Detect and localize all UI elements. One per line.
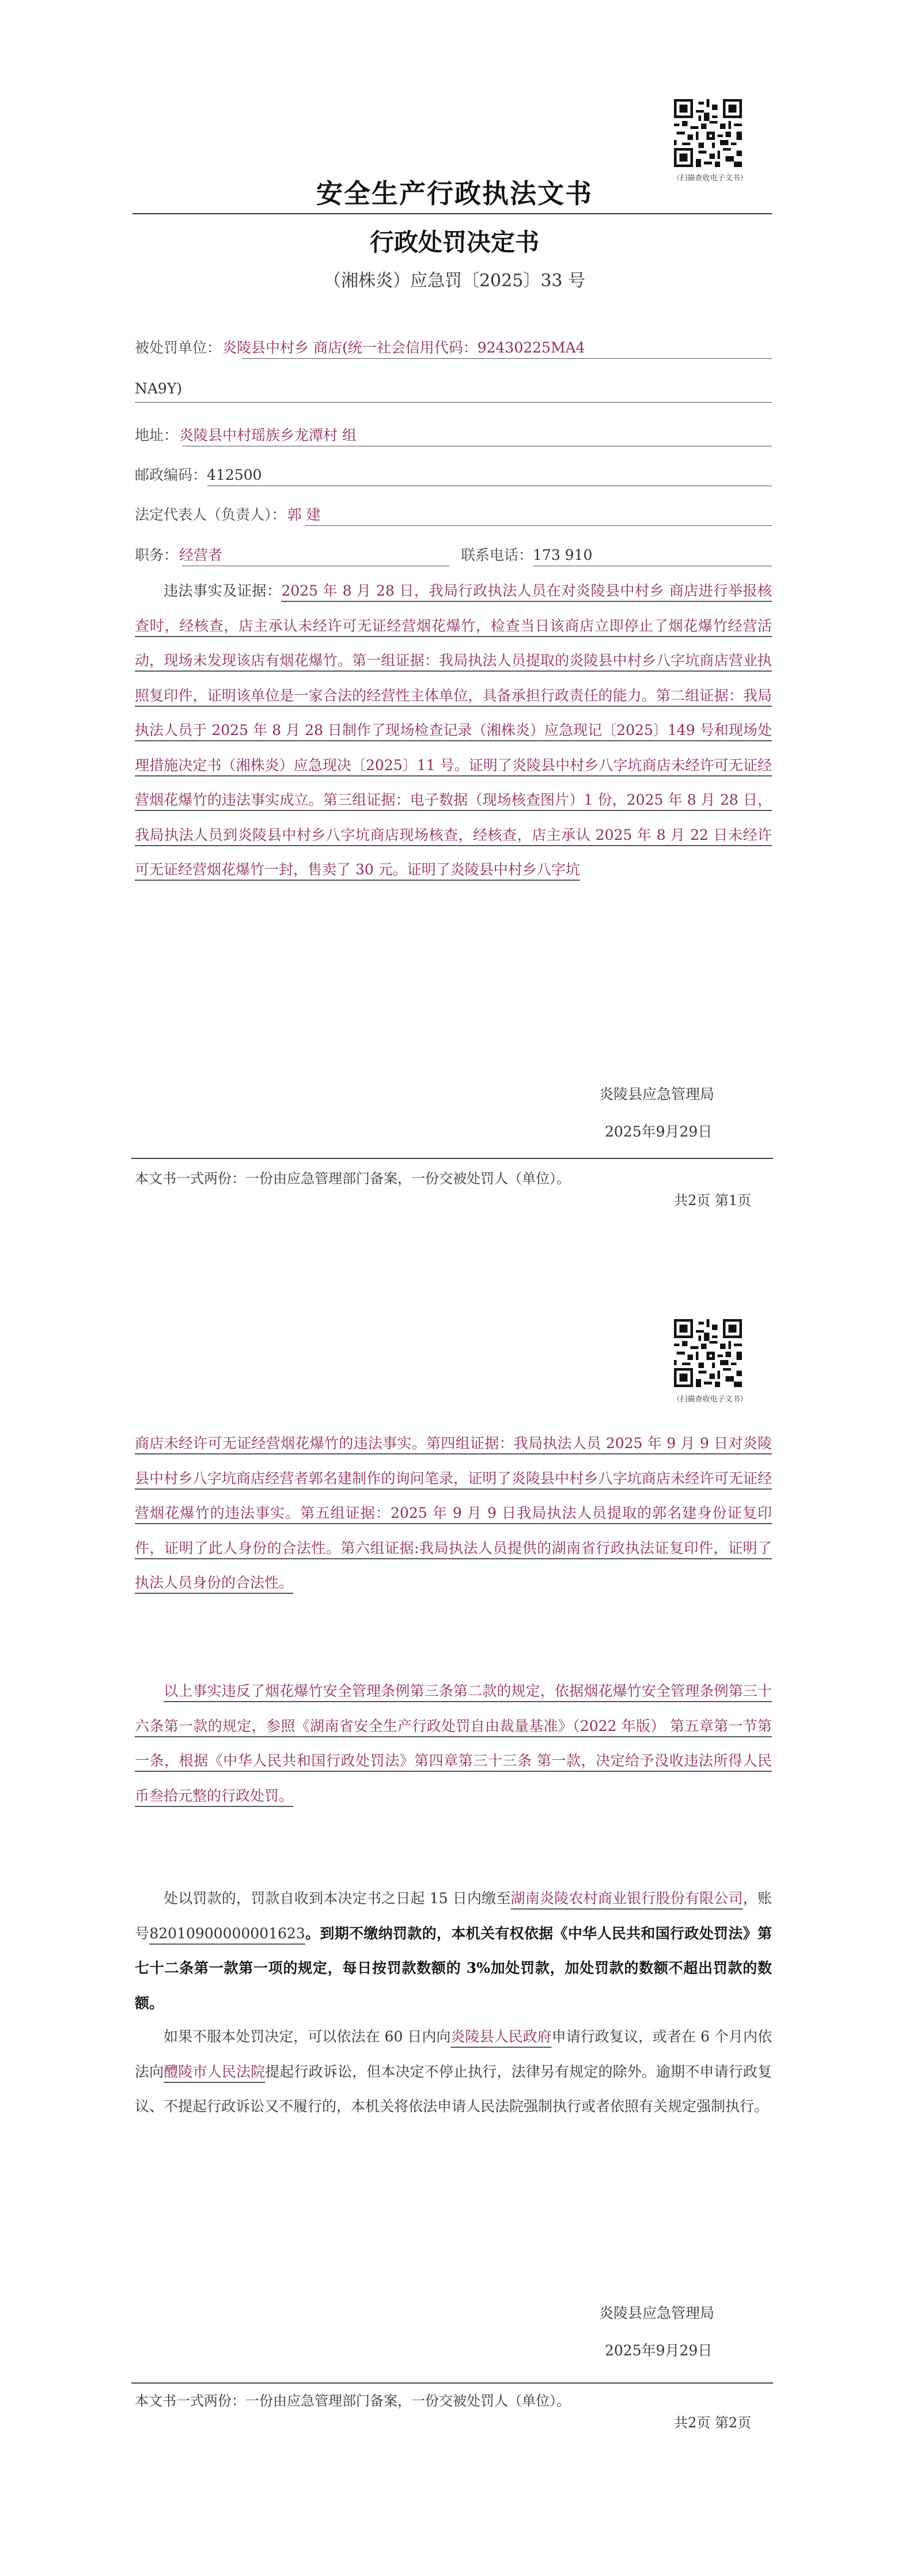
- signing-organization: 炎陵县应急管理局: [599, 2305, 715, 2321]
- page-number: 共2页 第2页: [674, 2415, 752, 2431]
- evidence-continued-text: 商店未经许可无证经营烟花爆竹的违法事实。第四组证据：我局执法人员 2025 年 9 月 9 日对炎陵县中村乡八字坑商店经营者郭名建制作的询问笔录，证明了炎陵县中村乡八字坑商店未经许可无证经营烟花爆竹的违法事实。第五组证据：2025 年 9 月 9 日我局执法人员提取的郭名建身份证复印件，证明了此人身份的合法性。第六组证据:我局执法人员提供的湖南省行政执法证复印件，证明了执法人员身份的合法性。: [135, 1435, 772, 1591]
- party-unit-value-cont: NA9Y): [135, 380, 183, 397]
- appeal-text-b: 申请行政复议，或者在 6 个月内依法向: [135, 2028, 772, 2080]
- phone-value: 173 910: [533, 547, 593, 563]
- postcode-row: [135, 464, 262, 484]
- facts-section: [135, 574, 772, 888]
- address-value: 炎陵县中村瑶族乡龙潭村 组: [179, 427, 357, 444]
- address-row: [135, 424, 358, 445]
- footer-note: 本文书一式两份：一份由应急管理部门备案，一份交被处罚人（单位）。: [135, 2393, 570, 2409]
- qr-caption: （扫描查收电子文书）: [672, 1395, 748, 1404]
- document-type-heading: 安全生产行政执法文书: [316, 178, 593, 209]
- appeal-text-a: 如果不服本处罚决定，可以依法在 60 日内向: [164, 2028, 451, 2045]
- legal-basis-text: 以上事实违反了烟花爆竹安全管理条例第三条第二款的规定，依据烟花爆竹安全管理条例第三十六条第一款的规定，参照《湖南省安全生产行政处罚自由裁量基准》（2022 年版） 第五章第一节第一条，根据《中华人民共和国行政处罚法》第四章第三十三条 第一款，决定给予没收违法所得人民币叁拾元整的行政处罚。: [135, 1683, 772, 1804]
- document-number: （湘株炎）应急罚〔2025〕33 号: [323, 271, 586, 291]
- position-value: 经营者: [179, 547, 223, 563]
- party-unit-underline: [242, 358, 772, 359]
- signing-organization: 炎陵县应急管理局: [599, 1086, 715, 1103]
- legal-basis-paragraph: [135, 1674, 772, 1813]
- payment-bank: 湖南炎陵农村商业银行股份有限公司: [510, 1890, 743, 1907]
- qr-code-icon: [674, 1319, 742, 1387]
- representative-row: [135, 503, 321, 524]
- document-page-2: [0, 1288, 909, 2576]
- appeal-court: 醴陵市人民法院: [164, 2063, 266, 2080]
- party-unit-value: 炎陵县中村乡 商店(统一社会信用代码：92430225MA4: [222, 339, 585, 356]
- appeal-paragraph: [135, 2020, 772, 2124]
- appeal-text-c: 提起行政诉讼，但本决定不停止执行，法律另有规定的除外。逾期不申请行政复议、不提起行政诉讼又不履行的，本机关将依法申请人民法院强制执行或者依照有关规定强制执行。: [135, 2063, 772, 2115]
- facts-label: 违法事实及证据：: [164, 582, 282, 599]
- payment-text-b: ，账号: [135, 1890, 772, 1942]
- representative-value: 郭 建: [287, 506, 321, 523]
- party-unit-cont-row: [135, 380, 182, 397]
- position-label: 职务：: [135, 547, 179, 563]
- postcode-value: 412500: [207, 467, 262, 483]
- appeal-government: 炎陵县人民政府: [450, 2028, 552, 2045]
- facts-text: 2025 年 8 月 28 日，我局行政执法人员在对炎陵县中村乡 商店进行举报核查时，经核查，店主承认未经许可无证经营烟花爆竹，检查当日该商店立即停止了烟花爆竹经营活动，现场未发现该店有烟花爆竹。第一组证据：我局执法人员提取的炎陵县中村乡八字坑商店营业执照复印件，证明该单位是一家合法的经营性主体单位，具备承担行政责任的能力。第二组证据：我局执法人员于 2025 年 8 月 28 日制作了现场检查记录（湘株炎）应急现记〔2025〕149 号和现场处理措施决定书（湘株炎）应急现决〔2025〕11 号。证明了炎陵县中村乡八字坑商店未经许可无证经营烟花爆竹的违法事实成立。第三组证据：电子数据（现场核查图片）1 份，2025 年 8 月 28 日，我局执法人员到炎陵县中村乡八字坑商店现场核查，经核查，店主承认 2025 年 8 月 22 日未经许可无证经营烟花爆竹一封，售卖了 30 元。证明了炎陵县中村乡八字坑: [135, 582, 772, 878]
- party-unit-cont-underline: [135, 402, 772, 403]
- position-row: [135, 544, 224, 565]
- document-title: 行政处罚决定书: [369, 228, 539, 256]
- heading-rule: [132, 213, 772, 214]
- address-label: 地址：: [135, 427, 179, 444]
- footer-rule: [131, 2382, 773, 2384]
- signing-date: 2025年9月29日: [605, 1123, 713, 1140]
- footer-note: 本文书一式两份：一份由应急管理部门备案，一份交被处罚人（单位）。: [135, 1170, 570, 1187]
- qr-caption: （扫描查收电子文书）: [672, 174, 748, 183]
- payment-paragraph: [135, 1881, 772, 2021]
- page-number: 共2页 第1页: [674, 1192, 752, 1209]
- signing-date: 2025年9月29日: [605, 2342, 713, 2359]
- representative-label: 法定代表人（负责人）：: [135, 506, 286, 523]
- footer-rule: [131, 1158, 773, 1159]
- postcode-label: 邮政编码：: [135, 467, 207, 483]
- party-unit-label: 被处罚单位：: [135, 339, 222, 356]
- payment-text-a: 处以罚款的，罚款自收到本决定书之日起 15 日内缴至: [164, 1890, 511, 1907]
- qr-code-icon: [674, 99, 742, 167]
- representative-underline: [305, 525, 772, 526]
- party-unit-row: [135, 336, 586, 357]
- phone-label: 联系电话：: [461, 547, 533, 563]
- evidence-continued: [135, 1426, 772, 1601]
- payment-text-c: 。到期不缴纳罚款的，本机关有权依据《中华人民共和国行政处罚法》第七十二条第一款第一项的规定，每日按罚款数额的 3%加处罚款，加处罚款的数额不超出罚款的数额。: [135, 1925, 772, 2011]
- payment-account: 82010900000001623: [149, 1925, 305, 1942]
- phone-row: [461, 544, 592, 565]
